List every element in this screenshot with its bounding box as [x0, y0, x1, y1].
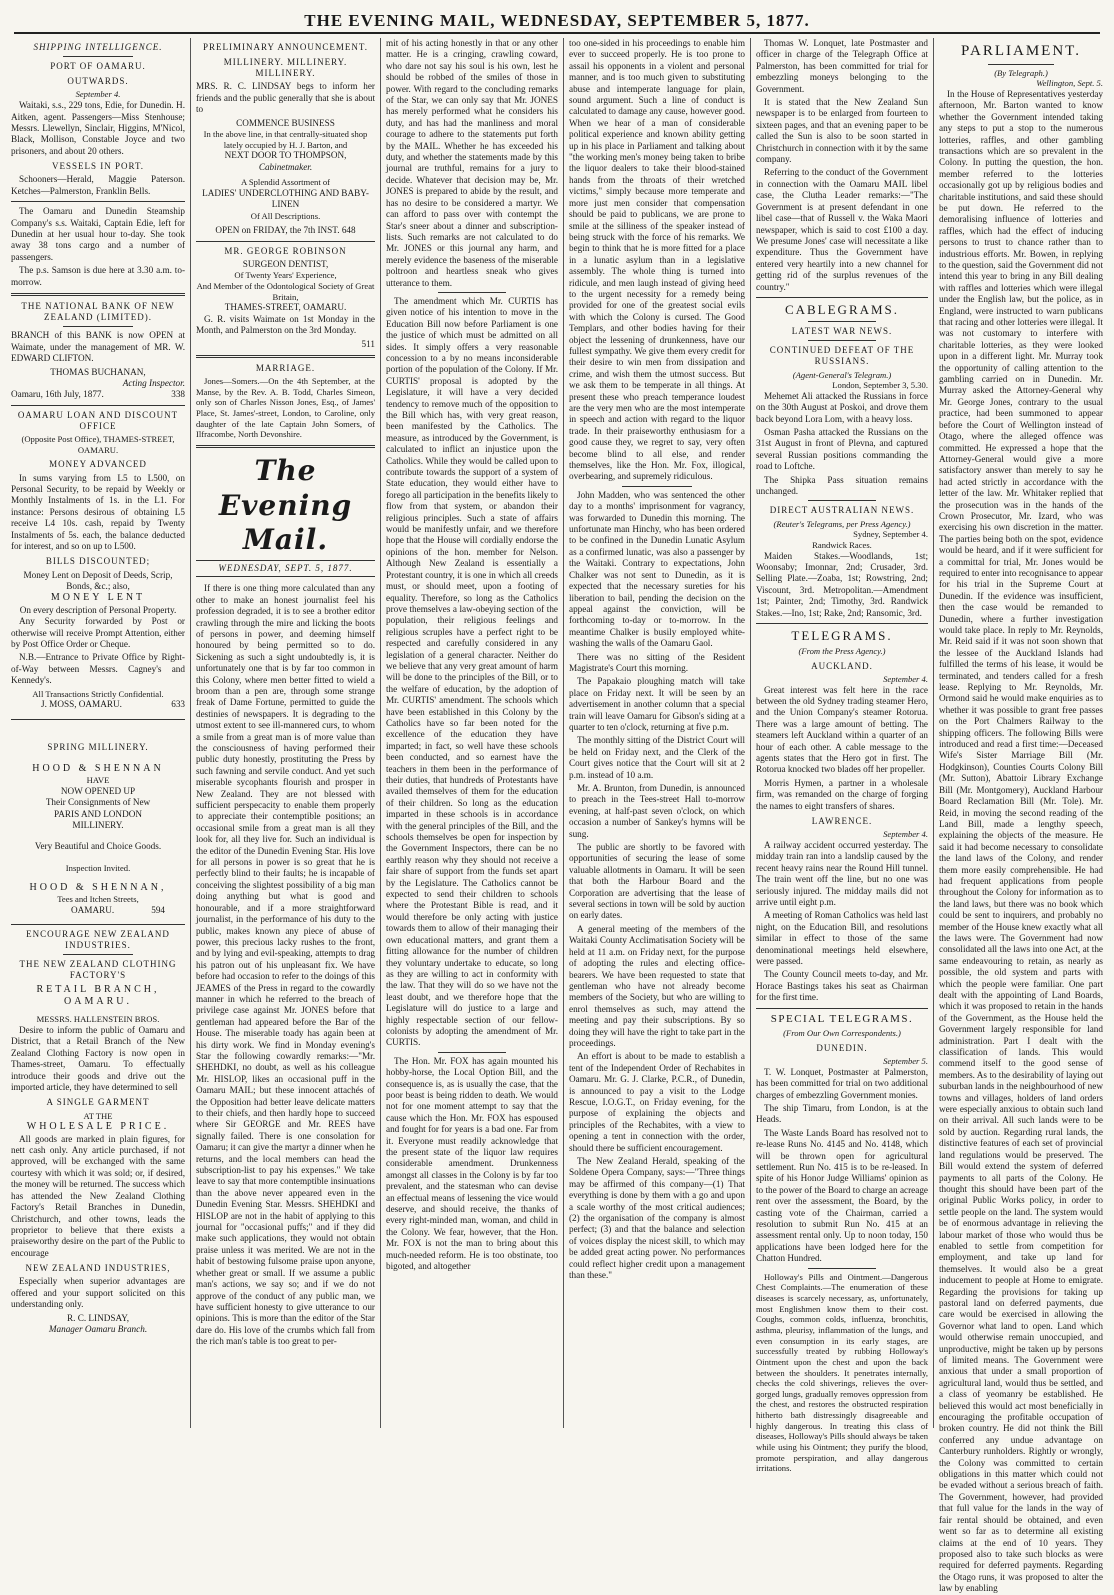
- column-1: [6, 38, 191, 1428]
- column-5: [751, 38, 934, 1474]
- descriptions-text: Of All Descriptions.: [250, 210, 321, 221]
- visits-text: G. R. visits Waimate on 1st Monday in the Month, and Palmerston on the 3rd Monday.: [196, 313, 375, 336]
- at-the: AT THE: [83, 1110, 113, 1121]
- waste-lands-text: The Waste Lands Board has resolved not to re-lease Runs No. 4145 and No. 4148, which will be thrown open for agricultural settlement. Run No. 415 is to be re-leased. In spite of his Honor Judge Williams' opinion as to the power of the Board to charge an acreage rent over the assessment, the Board, by the casting vote of the Chairman, carried a resolution to submit Run No. 415 at an assessment rental only. Up to noon today, 150 applications have been lodged here for the Chatton Hundred.: [756, 1127, 928, 1264]
- ladies-text: LADIES' UNDERCLOTHING AND BABY-LINEN: [202, 187, 369, 210]
- column-6: [934, 38, 1108, 1594]
- visits-number: 511: [361, 338, 375, 349]
- manager-role: Manager Oamaru Branch.: [48, 1323, 148, 1334]
- outwards-text: Waitaki, s.s., 229 tons, Edie, for Dunedin. H. Aitken, agent. Passengers—Miss Stenhouse; Messrs. Llewellyn, Sinclair, Higgins, M'Nicol, Black, Mollison, Constable Joyce and two prisoners, and about 20 others.: [11, 100, 185, 156]
- surgeon-text: SURGEON DENTIST,: [242, 258, 329, 269]
- single-garment: A SINGLE GARMENT: [46, 1097, 150, 1108]
- outwards-date: September 4.: [75, 89, 121, 100]
- races-text: Maiden Stakes.—Woodlands, 1st; Woonsaby; Imonnar, 2nd; Crusader, 3rd. Selling Plate.—Zoaba, 1st; Rowstring, 2nd; Viscount, 3rd. Metropolitan.—Amendment 1st; Painter, 2nd; Timothy, 3rd. Randwick Stakes.—Ino, 1st; Rake, 2nd; Ransomic, 3rd.: [756, 550, 928, 618]
- thames-text: THAMES-STREET, OAMARU.: [224, 302, 347, 313]
- clothing-heading: THE NEW ZEALAND CLOTHING FACTORY'S: [19, 959, 177, 981]
- mehemet-text: Mehemet Ali attacked the Russians in force on the 30th August at Poskoi, and drove them back beyond Lora Lom, with a heavy loss.: [756, 390, 928, 424]
- court-item: There was no sitting of the Resident Magistrate's Court this morning.: [569, 651, 745, 673]
- have-text: HAVE: [86, 775, 110, 786]
- bank-number: 338: [171, 389, 185, 400]
- editorial-continued: mit of his acting honestly in that or any other matter. He is a cringing, crawling coward, who dare not say his soul is his own, lest he should be robbed of the smiles of those in power. With regard to the concluding remarks of the Star, we can only say that Mr. JONES has merely performed what he considers his duty, and has had the manliness and moral courage to adhere to the statements put forth by the MAIL. Whether he has exceeded his duty, and whether the statements made by this journal are truthful, remains for a jury to decide. Whatever that decision may be, Mr. JONES is prepared to abide by the result, and has no desire to be considered a martyr. We can afford to pass over with contempt the Star's sneer about a dinner and subscription-lists. Such remarks are not calculated to do Mr. JONES or this journal any harm, and merely evidence the baseness of the miserable poltroon and heartless sneak who gives utterance to them.: [386, 38, 558, 288]
- lindsay-ad: MRS. R. C. LINDSAY begs to inform her friends and the public generally that she is about to: [196, 81, 375, 115]
- cablegrams-heading: CABLEGRAMS.: [784, 301, 900, 317]
- sydney-dateline: Sydney, September 4.: [853, 529, 928, 540]
- loan-subheading: (Opposite Post Office), THAMES-STREET, OAMARU.: [21, 434, 175, 455]
- direct-news-heading: DIRECT AUSTRALIAN NEWS.: [769, 505, 915, 516]
- dunedin-text: T. W. Lonquet, Postmaster at Palmerston, has been committed for trial on two additional charges of embezzling Government monies.: [756, 1066, 928, 1100]
- opened-text: NOW OPENED UP: [60, 785, 136, 796]
- lawrence-date: September 4.: [883, 829, 928, 840]
- shipka-text: The Shipka Pass situation remains unchanged.: [756, 474, 928, 497]
- hood-shennan-1: HOOD & SHENNAN: [32, 762, 164, 774]
- member-text: And Member of the Odontological Society of Great Britain,: [196, 280, 375, 302]
- vessels-text: Schooners—Herald, Maggie Paterson. Ketches—Palmerston, Franklin Bells.: [11, 174, 185, 196]
- vessels-heading: VESSELS IN PORT.: [51, 161, 145, 172]
- nb-text: N.B.—Entrance to Private Office by Right-of-Way between Messrs. Cagney's and Kennedy's.: [11, 652, 185, 686]
- brunton-item: Mr. A. Brunton, from Dunedin, is announced to preach in the Tees-street Hall to-morrow evening, at half-past seven o'clock, on which occasion a number of Sankey's hymns will be sung.: [569, 783, 745, 839]
- bills-text: Money Lent on Deposit of Deeds, Scrip, Bonds, &c.; also,: [23, 569, 173, 591]
- correspondents-note: (From Our Own Correspondents.): [783, 1028, 901, 1039]
- by-telegraph-note: (By Telegraph.): [994, 67, 1048, 78]
- dunedin-date: September 5.: [883, 1056, 928, 1067]
- dunedin-heading: DUNEDIN.: [816, 1042, 868, 1053]
- wholesale-price: WHOLESALE PRICE.: [26, 1121, 170, 1133]
- timaru-text: The ship Timaru, from London, is at the Heads.: [756, 1102, 928, 1125]
- robinson-heading: MR. GEORGE ROBINSON: [224, 245, 347, 256]
- goods-terms: All goods are marked in plain figures, for nett cash only. Any article purchased, if not approved, will be exchanged with the same courtesy with which it was sold; or, if desired, the money will be returned. The success which has attended the New Zealand Clothing Factory's Retail Branches in Dunedin, Christchurch, and other towns, leads the proprietor to believe that there exists a praiseworthy desire on the part of the Public to encourage: [11, 1133, 185, 1258]
- lawrence-heading: LAWRENCE.: [811, 816, 873, 827]
- masthead: THE EVENING MAIL, WEDNESDAY, SEPTEMBER 5, 1877.: [14, 0, 1100, 34]
- lawrence-text: A railway accident occurred yesterday. The midday train ran into a landslip caused by the recent heavy rains near the Round Hill tunnel. The train went off the line, but no one was seriously injured. The midday mails did not arrive until eight p.m.: [756, 839, 928, 907]
- steam-text: The Oamaru and Dunedin Steamship Company's s.s. Waitaki, Captain Edie, left for Dunedin at her usual hour to-day. She took away 38 tons cargo and a number of passengers.: [11, 206, 185, 262]
- oamaru-text: OAMARU.: [71, 904, 115, 915]
- money-lent-text: On every description of Personal Property.: [19, 604, 177, 615]
- marriage-heading: MARRIAGE.: [255, 362, 316, 373]
- especially-text: Especially when superior advantages are offered and your support solicited on this understanding only.: [11, 1276, 185, 1310]
- auckland-heading: AUCKLAND.: [811, 660, 873, 671]
- council-text: The County Council meets to-day, and Mr. Horace Bastings takes his seat as Chairman for the first time.: [756, 969, 928, 1003]
- moss-signature: J. MOSS, OAMARU.: [41, 699, 122, 710]
- money-text: In sums varying from L5 to L500, on Personal Security, to be repaid by Weekly or Monthly Instalments of 1s. in the L1. For instance: Persons desirous of obtaining L5 receive L4 10s. cash, repaid by Twenty Instalments of 5s. each, the balance deducted for interest, and so on up to L500.: [11, 472, 185, 551]
- lonquet-item: Thomas W. Lonquet, late Postmaster and officer in charge of the Telegraph Office at Palmerston, has been committed for trial for embezzling moneys belonging to the Government.: [756, 38, 928, 94]
- column-4: [564, 38, 751, 1428]
- millinery-banner: MILLINERY. MILLINERY. MILLINERY.: [223, 57, 348, 79]
- loan-heading: OAMARU LOAN AND DISCOUNT OFFICE: [17, 409, 179, 431]
- parliament-heading: PARLIAMENT.: [961, 43, 1081, 59]
- commence-text: COMMENCE BUSINESS: [236, 117, 335, 128]
- bills-heading: BILLS DISCOUNTED;: [45, 556, 151, 567]
- sun-item: It is stated that the New Zealand Sun newspaper is to be enlarged from fourteen to sixteen pages, and that an evening paper to be called the Sun is also to be soon started in Christchurch in connection with it by the same company.: [756, 97, 928, 165]
- nz-industries: NEW ZEALAND INDUSTRIES,: [25, 1263, 171, 1274]
- tees-text: Tees and Itchen Streets,: [57, 893, 139, 904]
- rechabites-item: An effort is about to be made to establish a tent of the Independent Order of Rechabites in Oamaru. Mr. G. J. Clarke, P.C.R., of Dunedin, is announced to pay a visit to the Lodge Rescue, I.O.G.T., on Friday evening, for the purpose of explaining the objects and principles of the Rechabites, with a view to opening a tent in connection with the order, should there be sufficient encouragement.: [569, 1051, 745, 1153]
- editorial-text: If there is one thing more calculated than any other to make an honest journalist feel his profession degraded, it is to see a brother editor crawling through the mire and licking the boots of persons in power, and deeming himself honoured by being permitted so to do. Sickening as such a sight undoubtedly is, it is unfortunately one that is by far too common in this Colony, where men better fitted to wield a broom than a pen are, through some strange freak of Dame Fortune, permitted to guide the destinies of newspapers. It is degrading to the utmost extent to see ill-mannered curs, to whom a smile from a great man is of more value than the consciousness of having performed their public duty honestly, prostituting the Press by such fawning and servile conduct. And yet such miserable sycophants flourish and prosper in New Zealand. They are not blessed with sufficient perspecacity to enable them properly to appreciate their contemptible positions; an occasional smile from a great man is all they look for, all they live for. Such an individual is the editor of the Dunedin Evening Star. His love for all persons in power is so great that he is perfectly blind to their faults; he is incapable of conceiving the slightest possibility of a big man doing anything but what is good and honourable, and if a more straightforward journalist, in the performance of his duty to the public, makes known any piece of abuse of power, this precious lacky rushes to the front, and by lying and evil-speaking, attempts to drag his patron out of his unpleasant fix. We have before had occasion to refer to the doings of this JEAMES of the Press in regard to the cowardly manner in which he referred to the breach of privilege case against Mr. JONES before that gentleman had appeared before the Bar of the House. The miserable toady has again been at his dirty work. We find in Monday evening's Star the following cowardly remarks:—"Mr. SHEHDKI, no doubt, as well as his colleague Mr. HISLOP, likes an occasional puff in the Oamaru MAIL; but these innocent attachés of the Opposition had better leave delicate matters to their chiefs, and then hardly hope to succeed where Sir GEORGE and Mr. REES have signally failed. There is one consolation for Oamaru; it can give the martyr a dinner when he returns, and the local members can head the subscription-list to pay his expenses." We take leave to say that more contemptible insinuations than the above never appeared even in the Dunedin Evening Star. Messrs. SHEHDKI and HISLOP are not in the habit of applying to this journal for "occasional puffs;" and if they did make such applications, they would not obtain praise unless it was merited. We are not in the habit of bestowing fulsome praise upon anyone, whether great or small. If we assume a public man's actions, we say so; and if we do not approve of the conduct of any public man, we have sufficient honesty to give utterance to our opinions. This is more than the editor of the Star dare do. His love of the crumbs which fall from the rich man's table is too great to per-: [196, 583, 375, 1347]
- next-door-text: NEXT DOOR TO THOMPSON,: [224, 150, 347, 161]
- retail-heading: RETAIL BRANCH,: [36, 983, 160, 995]
- prelim-heading: PRELIMINARY ANNOUNCEMENT.: [202, 42, 368, 52]
- paris-text: PARIS AND LONDON: [54, 808, 142, 819]
- marriage-text: Jones—Somers.—On the 4th September, at the Manse, by the Rev. A. B. Todd, Charles Simeon, only son of Charles Nisson Jones, Esq., of James' Place, St. James'-street, London, to Caroline, only daughter of the late Captain John Somers, of Ilfracombe, North Devonshire.: [196, 376, 375, 440]
- wellington-dateline: Wellington, Sept. 5.: [1036, 78, 1103, 89]
- invited-text: Inspection Invited.: [65, 862, 131, 873]
- defeat-heading: CONTINUED DEFEAT OF THE RUSSIANS.: [769, 345, 915, 367]
- twenty-years-text: Of Twenty Years' Experience,: [234, 270, 337, 281]
- parliament-text: In the House of Representatives yesterday afternoon, Mr. Barton wanted to know whether the Government intended taking any steps to put a stop to the numerous lotteries, raffles, and other gambling transactions which are so prevalent in the Colony. In putting the question, the hon. member referred to the lotteries occasionally got up by religious bodies and charitable institutions, and said these should be put down. He referred to the demoralising influence of lotteries and raffles, which had the effect of inducing persons to trust to chance rather than to industrious efforts. Mr. Bowen, in replying to the question, said the Government did not intend this year to bring in any Bill dealing with raffles and lotteries which were illegal under the English law, but the police, as in England, were instructed to warn publicans that racing and other lotteries were illegal. It was not customary to interfere with charitable lotteries, as they were looked upon in a different light. Mr. Murray took the opportunity of calling attention to the gambling carried on in Dunedin. Mr. Murray asked the Attorney-General why Mr. George Jones, contrary to the usual practice, had been summoned to appear before the Court of Wellington instead of Otago, where the alleged offence was committed. He expressed a hope that the Attorney-General would give a more satisfactory answer than merely to say he had acted strictly in accordance with the letter of the law. Mr. Whitaker replied that the prosecution was in the hands of the Crown Prosecutor, Mr. Izard, who was exercising his own discretion in the matter. The parties being both on the spot, evidence would be heard, and if it were sufficient for a committal for trial, Mr. Jones would be required to enter into recognisance to appear for his trial in the Supreme Court at Dunedin. If the evidence was insufficient, then the case would be remanded to Dunedin, where a further investigation would take place. In reply to Mr. Reynolds, Mr. Reid said if it was not soon shown that the lessee of the Auckland Islands had fulfilled the terms of his lease, it would be terminated, and tenders called for a fresh lease. Replying to Mr. Reynolds, Mr. Ormond said he would make enquiries as to whether it was possible to grant free passes on the Port Chalmers Railway to the shipping officers. The following Bills were introduced and read a first time:—Deceased Wife's Sister Marriage Bill (Mr. Hodgkinson), Counties Courts Colony Bill (Mr. Sutton), Abattoir Library Exchange Bill (Mr. Montgomery), Auckland Harbour Board Reclamation Bill (Mr. Tole). Mr. Reid, in moving the second reading of the Land Bill, made a lengthy speech, explaining the objects of the measure. He said it had become necessary to consolidate the land laws of the Colony, and render them more easily comprehensible. He had had frequent applications from people throughout the Colony for information as to the land laws, but there was no book which could be sent to inquirers, and probably no member of the House knew exactly what all the laws were. The Government had now consolidated all the laws into one Act, at the same endeavouring to retain, as nearly as possible, the old system and parts with which the people were familiar. One part dealt with the appointing of Land Boards, which it was proposed to retain in the hands of the Government, as the House held the Government largely responsible for land administration. Part I dealt with the classification of lands. This would commend itself to the good sense of members. As to the desirability of laying out suburban lands in the neighbourhood of new towns and villages, holders of land orders were especially anxious to obtain such land on their arrival. All such lands were to be sold by auction. Regarding rural lands, the distinctive features of each set of provincial land regulations would be preserved. The Bill would extend the system of deferred payments to all parts of the Colony. He thought this should have been part of the original Public Works policy, in order to settle people on the land. The system would be of enormous advantage in relieving the labour market of those who would thus be enabled to settle from competition for employment, and take up land for themselves. It would also be a great inducement to people at Home to emigrate. Regarding the provisions for taking up pastoral land on deferred payments, due care would be exercised in allowing the Governor what land to open. Land which would otherwise remain unoccupied, and unproductive, might be taken up by persons of limited means. The Government were anxious that under a small proportion of agricultural land, would thus be settled, and a class of yeomanry be established. He believed this would act most beneficially in encouraging the profitable occupation of broken country. He did not think the Bill conferred any undue advantage on Canterbury runholders. Rightly or wrongly, the Colony was committed to certain obligations in this matter which could not be evaded without a serious breach of faith. The Government, however, had provided that full value for the lands in the way of fair rental should be obtained, and even went so far as to determine all existing claims at the end of 10 years. They proposed also to take such blocks as were required for deferred payments. Regarding the Otago runs, it was proposed to alter the law by enabling: [939, 88, 1103, 1594]
- encourage-heading: ENCOURAGE NEW ZEALAND INDUSTRIES.: [26, 928, 170, 951]
- goods-text: Very Beautiful and Choice Goods.: [34, 841, 162, 852]
- osman-text: Osman Pasha attacked the Russians on the 31st August in front of Plevna, and captured several Russian positions commanding the road to Loftche.: [756, 427, 928, 472]
- london-dateline: London, September 3, 5.30.: [832, 380, 928, 391]
- lindsay-signature: R. C. LINDSAY,: [66, 1312, 130, 1323]
- bank-date: Oamaru, 16th July, 1877.: [11, 389, 104, 400]
- telegrams-heading: TELEGRAMS.: [791, 628, 893, 644]
- opera-item: The New Zealand Herald, speaking of the Soldene Opera Company, says:—"Three things may be affirmed of this company—(1) That everything is done by them with a go and upon a scale worthy of the most critical audiences; (2) the organisation of the company is almost perfect; (3) and that the balance and selection of voices display the nicest skill, to which may be added great acting power. No performances could reflect higher credit upon a management than these.": [569, 1156, 745, 1281]
- column-2: [191, 38, 381, 1428]
- hymen-text: Morris Hymen, a partner in a wholesale firm, was remanded on the charge of forging the names to eight transfers of shares.: [756, 777, 928, 811]
- outwards-heading: OUTWARDS.: [67, 76, 129, 87]
- premises-text: In the above line, in that centrally-situated shop lately occupied by H. J. Barton, and: [203, 129, 368, 150]
- hood-shennan-2: HOOD & SHENNAN,: [29, 881, 167, 893]
- fox-article: The Hon. Mr. FOX has again mounted his hobby-horse, the Local Option Bill, and the consequence is, as is usually the case, that the poor beast is being ridden to death. We would not for one moment attempt to say that the cause which the Hon. Mr. FOX has espoused and fought for for years is a bad one. Far from it. Everyone must readily acknowledge that the present state of the liquor law requires considerable amendment. Drunkenness amongst all classes in the Colony is by far too prevalent, and the statesman who can devise an effectual means of lessening the vice would deserve, and should receive, the thanks of every right-minded man, woman, and child in the Colony. We fear, however, that the Hon. Mr. FOX is not the man to bring about this much-needed reform. He is too obstinate, too bigoted, and altogether: [386, 1055, 558, 1272]
- confidential-text: All Transactions Strictly Confidential.: [32, 688, 164, 699]
- ploughing-item: The Papakaio ploughing match will take place on Friday next. It will be seen by an advertisement in another column that a special train will leave Oamaru for Gibson's siding at a quarter to ten o'clock, returning at five p.m.: [569, 676, 745, 732]
- catholics-text: A meeting of Roman Catholics was held last night, on the Education Bill, and resolutions similar in effect to those of the same denominational meetings held elsewhere, were passed.: [756, 910, 928, 966]
- holloway-ad: Holloway's Pills and Ointment.—Dangerous Chest Complaints.—The enumeration of these diseases is scarcely necessary, as, unfortunately, most Englishmen know them to their cost. Coughs, common colds, influenza, bronchitis, asthma, pleurisy, inflammation of the lungs, and even consumption in its early stages, are successfully treated by rubbing Holloway's Ointment upon the chest and upon the back between the shoulders. It penetrates internally, checks the cold shiverings, relieves the over-gorged lungs, gradually removes oppression from the chest, and restores the obstructed respiration hitherto bath distressingly disagreeable and highly dangerous. In treating this class of diseases, Holloway's Pills should always be taken while using his Ointment; they purify the blood, promote perspiration, and allay dangerous irritations.: [756, 1271, 928, 1474]
- cabinetmaker-text: Cabinetmaker.: [258, 161, 313, 172]
- hallenstein-heading: MESSRS. HALLENSTEIN BROS.: [36, 1014, 160, 1025]
- auckland-text: Great interest was felt here in the race between the old Sydney trading steamer Hero, and the Union Company's steamer Rotorua. There was a large amount of betting. The steamers left Auckland within a quarter of an hour of each other. A cable message to the agents states that the Hero got in first. The Rotorua knocked two blades off her propeller.: [756, 684, 928, 775]
- millinery-text: MILLINERY.: [72, 820, 124, 831]
- randwick-heading: Randwick Races.: [812, 539, 872, 550]
- money-heading: MONEY ADVANCED: [49, 459, 147, 470]
- open-friday-text: OPEN on FRIDAY, the 7th INST. 648: [215, 225, 356, 236]
- consign-text: Their Consignments of New: [45, 797, 151, 808]
- fox-continued: too one-sided in his proceedings to enable him ever to succeed properly. He is too prone to assail his opponents in a violent and personal manner, and is too much given to substituting abuse and intemperate language for plain, sound argument. Such a line of conduct is calculated to damage any cause, however good. When we hear of a man of considerable political experience and known ability getting up in his place in Parliament and talking about "the working men's money being taken to bribe the liquor dealers to take their blood-stained hands from the throats of their wretched victims," simply because more temperate and more just men consider that compensation should be paid to publicans, we are prone to smile at the silliness of the speaker instead of being struck with the force of his remarks. We begin to think that he is more fitted for a place in a lunatic asylum than in a legislative assembly. The whole thing is turned into ridicule, and men laugh instead of giving heed to the urgent necessity for a remedy being provided for one of the greatest social evils with which the Colony is cursed. The Good Templars, and other bodies having for their object the lessening of drunkenness, have our fullest sympathy. We give them every credit for their desire to win men from dissipation and crime, and wish them the utmost success. But we ask them to be temperate in all things. At present these who preach temperance loudest are the very men who are the most intemperate in speech and action with regard to the liquor trade. In their praiseworthy enthusiasm for a good cause they, we regret to say, very often become blind to all else, and render themselves, like the Hon. Mr. Fox, illogical, overbearing, and supremely ridiculous.: [569, 38, 745, 482]
- samson-text: The p.s. Samson is due here at 3.30 a.m. to-morrow.: [11, 265, 185, 287]
- column-3: [381, 38, 564, 1428]
- agent-general-note: (Agent-General's Telegram.): [792, 369, 892, 380]
- moss-number: 633: [171, 699, 185, 710]
- paper-title: The Evening Mail.: [218, 454, 353, 557]
- press-agency-note: (From the Press Agency.): [798, 646, 886, 657]
- hood-number: 594: [151, 904, 165, 915]
- bank-heading: THE NATIONAL BANK OF NEW ZEALAND (LIMITED).: [21, 300, 175, 323]
- bank-signature: THOMAS BUCHANAN,: [50, 366, 146, 377]
- reuter-note: (Reuter's Telegrams, per Press Agency.): [773, 518, 911, 529]
- district-court-item: The monthly sitting of the District Court will be held on Friday next, and the Clerk of the Court gives notice that the Court will sit at 2 p.m. instead of 10 a.m.: [569, 735, 745, 780]
- madden-item: John Madden, who was sentenced the other day to a months' imprisonment for vagrancy, was forwarded to Dunedin this morning. The unfortunate man Hinchy, who has been ordered to be confined in the Dunedin Lunatic Asylum as a confirmed lunatic, was also a passenger by the Waitaki. Contrary to expectations, John Chalker was not sent to Dunedin, as it is expected that the necessary sureties for his liberation to bail, pending the decision on the appeal against the conviction, will be forthcoming to-day or to-morrow. In the meantime Chalker is busily employed white-washing the walls of the Oamaru Gaol.: [569, 489, 745, 649]
- curtis-article: The amendment which Mr. CURTIS has given notice of his intention to move in the Education Bill now before Parliament is one the justice of which must be admitted on all sides. It simply offers a very reasonable concession to a by no means inconsiderable portion of the population of the Colony. If Mr. CURTIS' proposal is adopted by the Legislature, it will have a very decided tendency to remove much of the opposition to the Bill which has, with very great reason, been manifested by the Catholics. The measure, as introduced by the Government, is calculated to inflict an injustice upon the Catholics. While they would be called upon to contribute towards the support of a system of State education, they would either have to forego all participation in the benefits likely to flow from that system, or abandon their religious principles. Such a state of affairs would be manifestly unfair, and we therefore hope that the House will cordially endorse the opinions of the hon. member for Nelson. Although New Zealand is essentially a Protestant country, it is one in which all creeds must, or should meet, upon a footing of equality. Therefore, so long as the Catholics prove themselves a law-obeying section of the population, their religious feelings and religious scruples have a perfect right to be respected and carefully considered in any legislation of a general character. Neither do we believe that any very great amount of harm will be done to the principles of the Bill, or to the welfare of education, by the adoption of Mr. CURTIS' amendment. The schools which have been established in this Colony by the Catholics have so far been noted for the excellence of the education they have imparted; in fact, so well have these schools been conducted, and so earnest have the teachers in them been in the performance of their duties, that hundreds of Protestants have availed themselves of them for the education of their children. So long as the education imparted in these schools is in accordance with the general principles of the Bill, and the schools themselves be open for inspection by the Government Inspectors, there can be no earthly reason why they should not receive a fair share of support from the funds set apart by the Legislature. The Catholics cannot be expected to send their children to schools where the Protestant Bible is read, and it would therefore be only acting with justice towards them to allow of their managing their own educational matters, and grant them a fitting allowance for the number of children they voluntary undertake to educate, so long as they are willing to act in conformity with the law. That they will do so we have not the least doubt, and we therefore hope that the Legislature will do justice to a large and highly respectable section of our fellow-colonists by adopting the amendment of Mr. CURTIS.: [386, 295, 558, 1048]
- oamaru-heading: OAMARU.: [64, 995, 132, 1007]
- paper-dateline: WEDNESDAY, SEPT. 5, 1877.: [196, 560, 375, 577]
- bank-text: BRANCH of this BANK is now OPEN at Waimate, under the management of MR. W. EDWARD CLIFTON.: [11, 330, 185, 364]
- war-news-heading: LATEST WAR NEWS.: [791, 326, 893, 337]
- millinery-heading: SPRING MILLINERY.: [47, 741, 149, 752]
- port-heading: PORT OF OAMARU.: [50, 61, 146, 72]
- hallenstein-text: Desire to inform the public of Oamaru and District, that a Retail Branch of the New Zealand Clothing Factory is now open in Thames-street, Oamaru. To effectually introduce their goods and drive out the imported article, they have determined to sell: [11, 1025, 185, 1093]
- allotments-item: The public are shortly to be favored with opportunities of securing the lease of some valuable allotments in Oamaru. It will be seen that both the Harbour Board and the Corporation are advertising that the lease of several sections in town will be sold by auction on early dates.: [569, 842, 745, 921]
- libel-item: Referring to the conduct of the Government in connection with the Oamaru MAIL libel case, the Clutha Leader remarks:—"The Government is at present defendant in one libel case—that of Russell v. the Waka Maori newspaper, which is said to cost £100 a day. We presume Jones' case will necessitate a like expenditure. Thus the Government have entered very heartily into a new channel for getting rid of the surplus revenues of the country.": [756, 167, 928, 292]
- shipping-heading: SHIPPING INTELLIGENCE.: [33, 42, 163, 52]
- columns: [6, 38, 1108, 1594]
- auckland-date: September 4.: [883, 673, 928, 684]
- special-telegrams-heading: SPECIAL TELEGRAMS.: [770, 1012, 914, 1025]
- acclimatisation-item: A general meeting of the members of the Waitaki County Acclimatisation Society will be held at 11 a.m. on Friday next, for the purpose of adopting the rules and electing office-bearers. We have been requested to state that gentleman who have not already become members of the Society, but who are willing to enrol themselves as such, may attend the meeting and pay their subscriptions. By so doing they will have the right to take part in the proceedings.: [569, 923, 745, 1048]
- money-lent-heading: MONEY LENT: [50, 592, 146, 604]
- security-text: Any Security forwarded by Post or otherwise will receive Prompt Attention, either by Post Office Order or Cheque.: [11, 616, 185, 649]
- splendid-text: A Splendid Assortment of: [240, 177, 331, 188]
- bank-role: Acting Inspector.: [122, 377, 185, 388]
